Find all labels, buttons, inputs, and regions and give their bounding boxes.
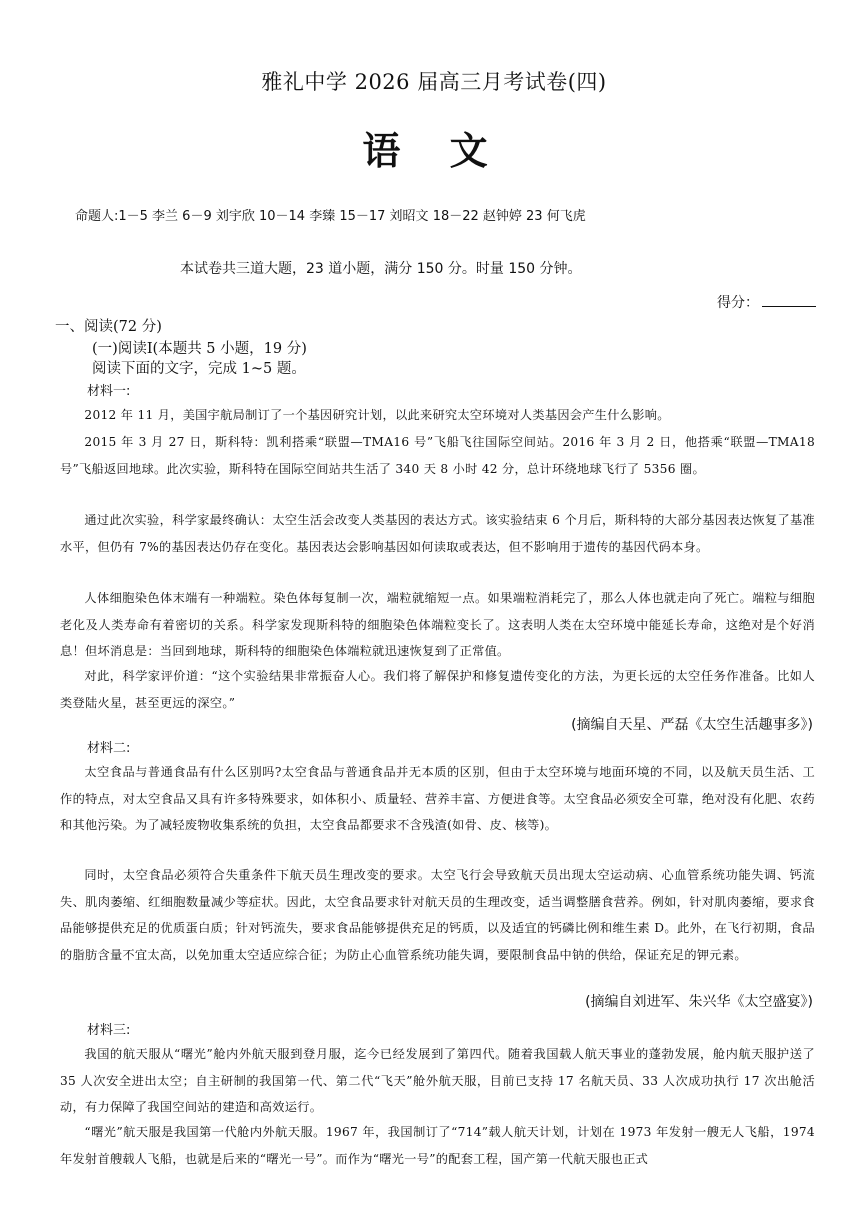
score-label: 得分： [717, 295, 759, 311]
material-2-paragraph: 太空食品与普通食品有什么区别吗?太空食品与普通食品并无本质的区别，但由于太空环境与地面环境的不同，以及航天员生活、工作的特点，对太空食品又具有许多特殊要求，如体积小、质量轻、营养丰富、方便进食等。太空食品必须安全可靠，绝对没有化肥、农药和其他污染。为了减轻废物收集系统的负担，太空食品都要求不含残渣(如骨、皮、核等)。 [60, 765, 815, 832]
material-1-paragraph: 对此，科学家评价道：“这个实验结果非常振奋人心。我们将了解保护和修复遗传变化的方法，为更长远的太空任务作准备。比如人类登陆火星，甚至更远的深空。” [60, 669, 815, 710]
material-1-label: 材料一: [87, 384, 131, 399]
school-title: 雅礼中学 2026 届高三月考试卷(四) [261, 70, 607, 94]
material-1-paragraph: 人体细胞染色体末端有一种端粒。染色体每复制一次，端粒就缩短一点。如果端粒消耗完了，那么人体也就走向了死亡。端粒与细胞老化及人类寿命有着密切的关系。科学家发现斯科特的细胞染色体端粒变长了。这表明人类在太空环境中能延长寿命，这绝对是个好消息！但坏消息是：当回到地球，斯科特的细胞染色体端粒就迅速恢复到了正常值。 [60, 591, 815, 658]
subsection-title: (一)阅读Ⅰ(本题共 5 小题，19 分) [92, 341, 307, 357]
material-1-paragraph: 2012 年 11 月，美国宇航局制订了一个基因研究计划，以此来研究太空环境对人类基因会产生什么影响。 [84, 408, 670, 422]
instruction: 阅读下面的文字，完成 1~5 题。 [92, 361, 306, 377]
authors-line: 命题人:1－5 李兰 6－9 刘宇欣 10－14 李臻 15－17 刘昭文 18－22 赵钟婷 23 何飞虎 [75, 209, 586, 224]
material-1-source: (摘编自天星、严磊《太空生活趣事多》) [571, 717, 813, 733]
material-1-paragraph: 通过此次实验，科学家最终确认：太空生活会改变人类基因的表达方式。该实验结束 6 个月后，斯科特的大部分基因表达恢复了基准水平，但仍有 7%的基因表达仍存在变化。基因表达会影响基因如何读取或表达，但不影响用于遗传的基因代码本身。 [60, 513, 815, 554]
material-3-paragraph: “曙光”航天服是我国第一代舱内外航天服。1967 年，我国制订了“714”载人航天计划，计划在 1973 年发射一艘无人飞船，1974 年发射首艘载人飞船，也就是后来的“曙光一号”。而作为“曙光一号”的配套工程，国产第一代航天服也正式 [60, 1125, 815, 1166]
material-2-paragraph: 同时，太空食品必须符合失重条件下航天员生理改变的要求。太空飞行会导致航天员出现太空运动病、心血管系统功能失调、钙流失、肌肉萎缩、红细胞数量减少等症状。因此，太空食品要求针对航天员的生理改变，适当调整膳食营养。例如，针对肌肉萎缩，要求食品能够提供充足的优质蛋白质；针对钙流失，要求食品能够提供充足的钙质，以及适宜的钙磷比例和维生素 D。此外，在飞行初期，食品的脂肪含量不宜太高，以免加重太空适应综合征；为防止心血管系统功能失调，要限制食品中钠的供给，保证充足的钾元素。 [60, 868, 815, 962]
score-field [717, 292, 816, 312]
material-2-source: (摘编自刘进军、朱兴华《太空盛宴》) [585, 994, 813, 1010]
score-blank [762, 294, 816, 307]
section-title: 一、阅读(72 分) [55, 319, 162, 335]
subject-title: 语 文 [362, 128, 506, 173]
material-1-paragraph: 2015 年 3 月 27 日，斯科特：凯利搭乘“联盟—TMA16 号”飞船飞往国际空间站。2016 年 3 月 2 日，他搭乘“联盟—TMA18 号”飞船返回地球。此次实验，斯科特在国际空间站共生活了 340 天 8 小时 42 分，总计环绕地球飞行了 5356 圈。 [60, 435, 815, 476]
exam-info: 本试卷共三道大题，23 道小题，满分 150 分。时量 150 分钟。 [180, 261, 582, 277]
material-3-label: 材料三: [87, 1023, 131, 1038]
material-2-label: 材料二: [87, 741, 131, 756]
material-3-paragraph: 我国的航天服从“曙光”舱内外航天服到登月服，迄今已经发展到了第四代。随着我国载人航天事业的蓬勃发展，舱内航天服护送了 35 人次安全进出太空；自主研制的我国第一代、第二代“飞天”舱外航天服，目前已支持 17 名航天员、33 人次成功执行 17 次出舱活动，有力保障了我国空间站的建造和高效运行。 [60, 1047, 815, 1114]
